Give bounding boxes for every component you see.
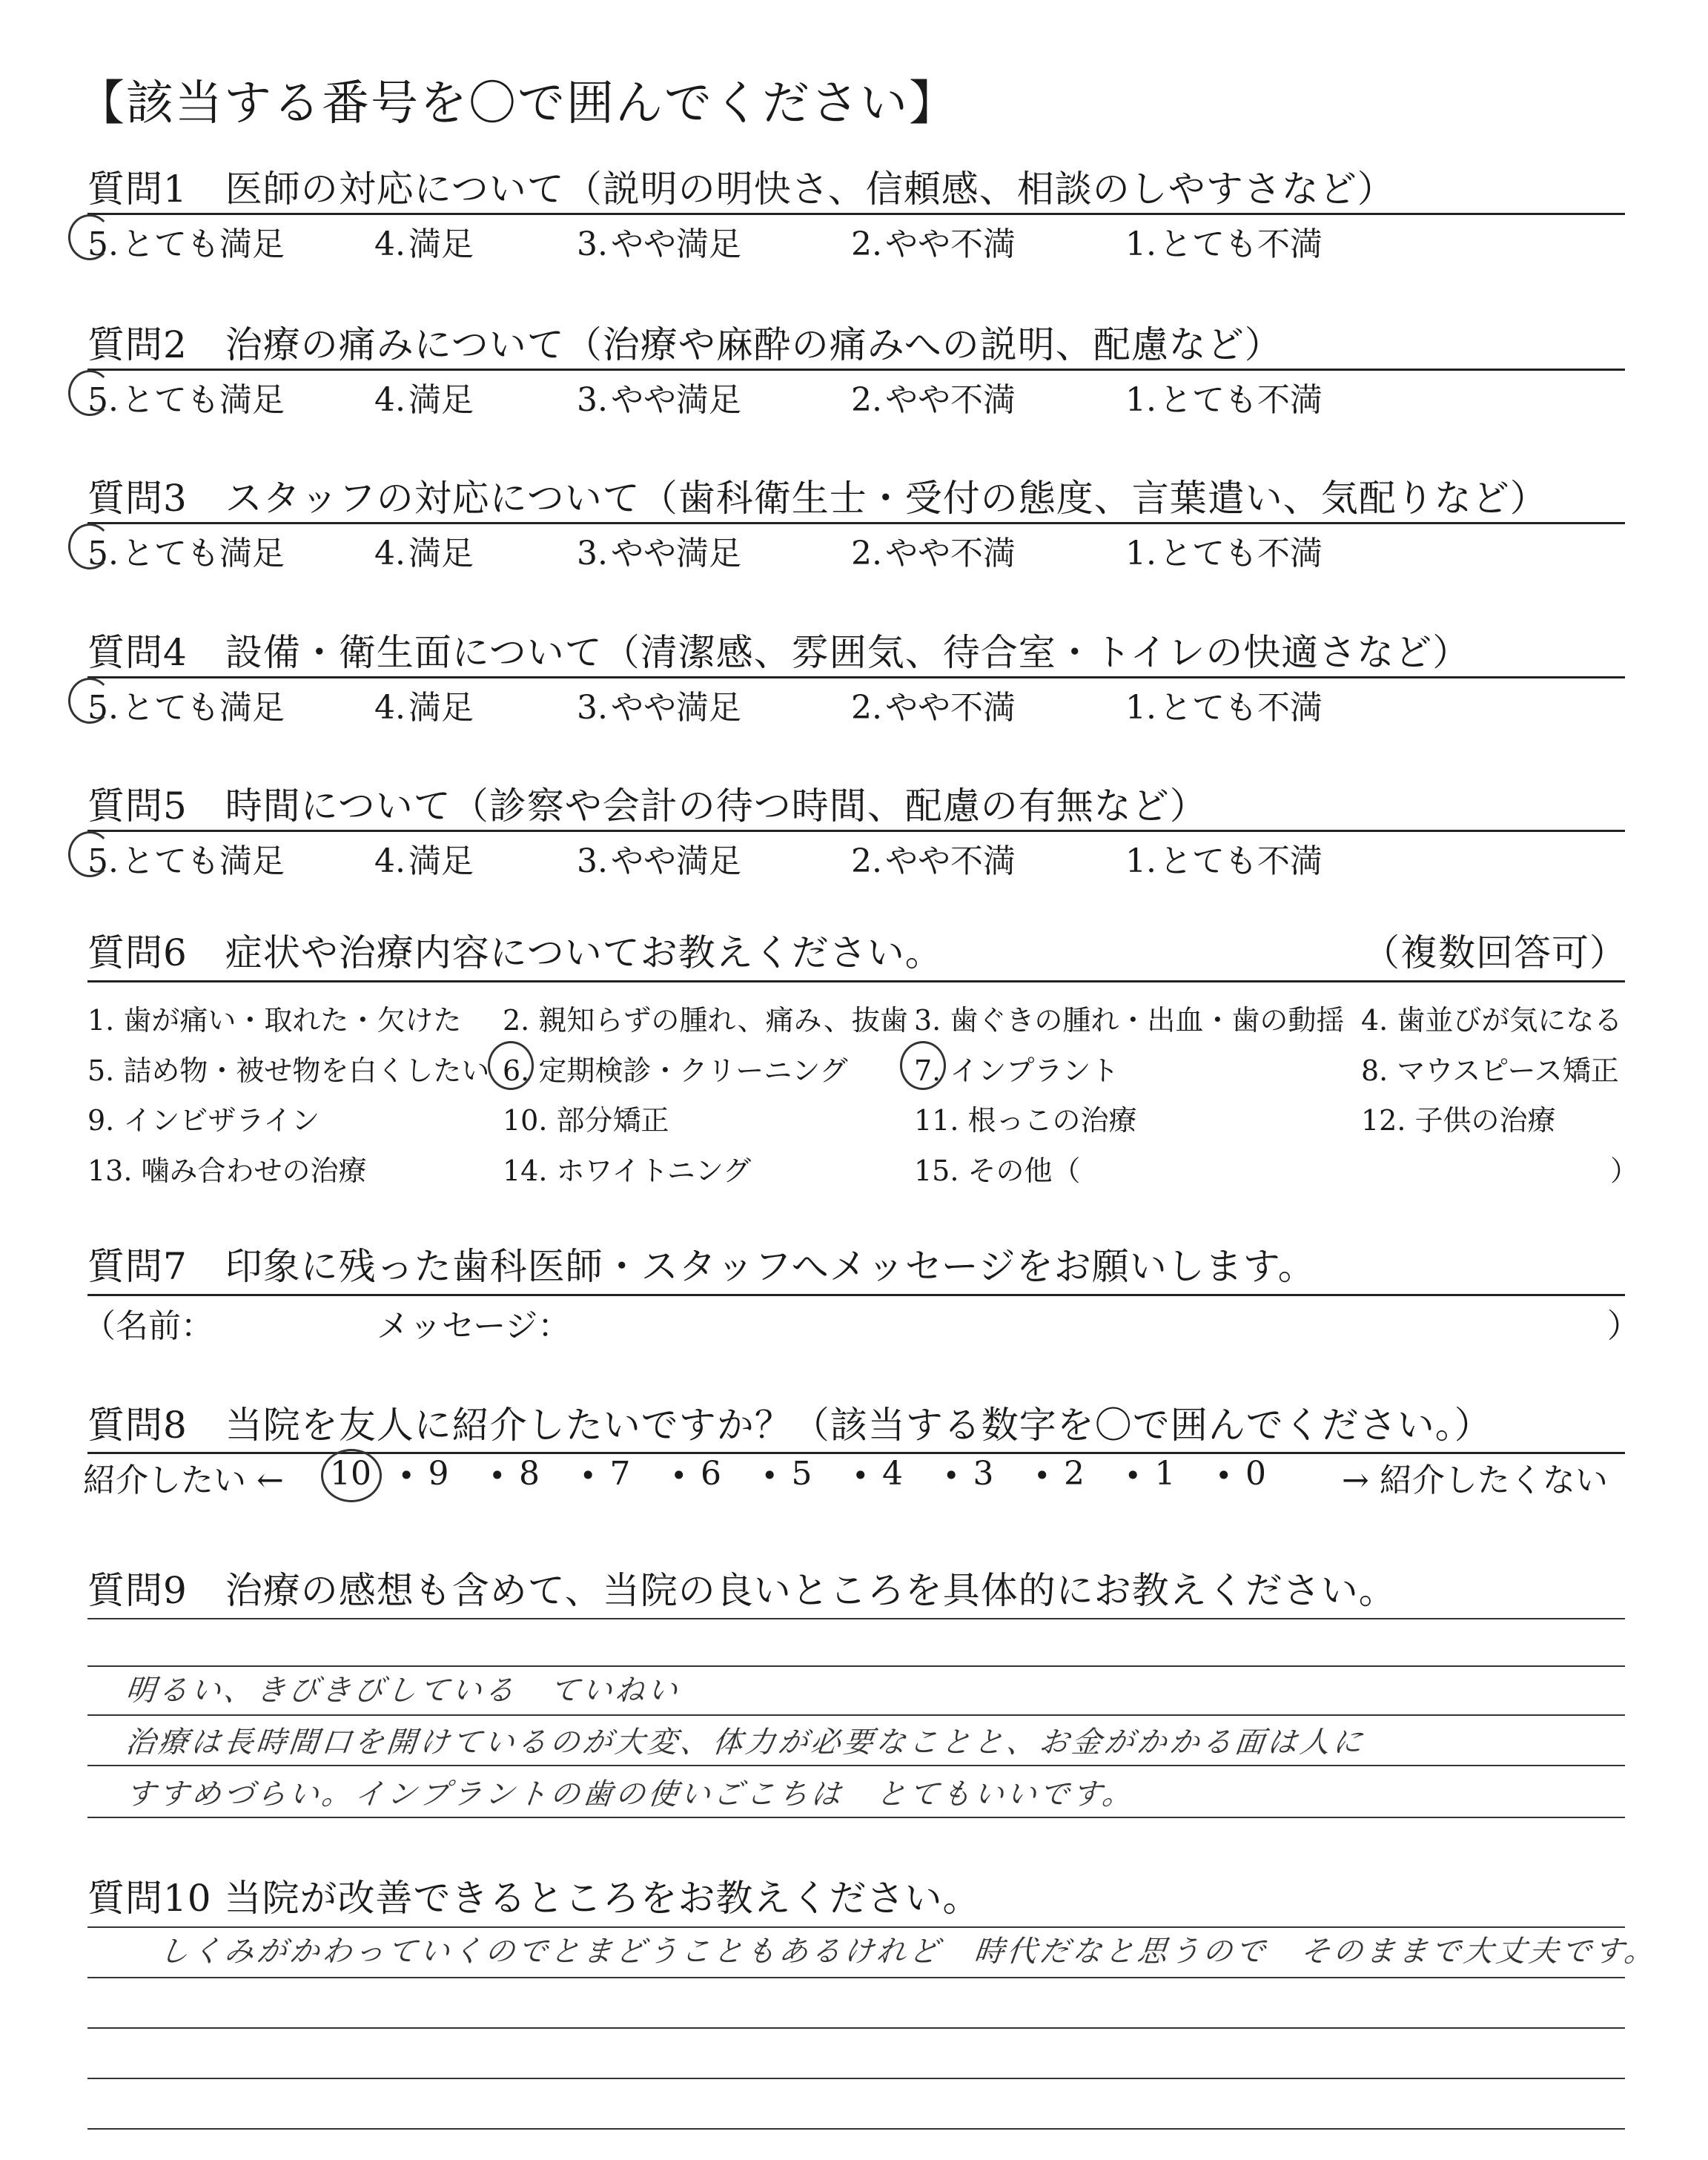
- selection-circle-mark: [68, 524, 111, 569]
- q8-scale-1[interactable]: 1: [1154, 1455, 1176, 1493]
- q8-left-label: 紹介したい ←: [83, 1462, 284, 1499]
- q9-answer-line-1: 明るい、きびきびしている ていねい: [124, 1674, 683, 1708]
- option-text: とても不満: [1159, 535, 1323, 572]
- q2-option-5[interactable]: [87, 373, 285, 420]
- q9-label: 質問9 治療の感想も含めて、当院の良いところを具体的にお教えください。: [87, 1569, 1397, 1612]
- q6-option-7[interactable]: 7. インプラント: [914, 1054, 1119, 1087]
- option-number: 2.: [851, 381, 882, 419]
- selection-circle-mark: [68, 831, 111, 877]
- page-title: 【該当する番号を〇で囲んでください】: [77, 76, 958, 131]
- option-number: 5.: [87, 381, 119, 419]
- q10-rule-4: [87, 2078, 1625, 2079]
- option-text: やや満足: [610, 535, 741, 572]
- q8-scale-2[interactable]: 2: [1064, 1455, 1085, 1493]
- option-text: とても満足: [121, 689, 285, 727]
- option-text: 満足: [408, 225, 474, 263]
- q6-label: 質問6 症状や治療内容についてお教えください。: [87, 931, 943, 974]
- q6-option-10[interactable]: 10. 部分矯正: [503, 1104, 669, 1137]
- q4-option-5[interactable]: [87, 681, 285, 728]
- option-number: 3.: [577, 535, 608, 572]
- q3-option-2[interactable]: [851, 526, 1016, 574]
- q10-rule-2: [87, 1977, 1625, 1978]
- q8-scale-5[interactable]: 5: [791, 1455, 812, 1493]
- q7-rule: [87, 1294, 1625, 1296]
- option-text: やや不満: [884, 535, 1016, 572]
- option-text: 満足: [408, 689, 474, 727]
- q5-label: 質問5 時間について（診察や会計の待つ時間、配慮の有無など）: [87, 785, 1208, 828]
- q6-option-4[interactable]: 4. 歯並びが気になる: [1361, 1004, 1623, 1037]
- q6-option-14[interactable]: 14. ホワイトニング: [503, 1155, 752, 1187]
- q6-option-1[interactable]: 1. 歯が痛い・取れた・欠けた: [87, 1004, 462, 1037]
- q8-scale-3[interactable]: 3: [973, 1455, 994, 1493]
- q3-option-4[interactable]: [374, 526, 474, 574]
- option-text: とても満足: [121, 381, 285, 419]
- option-text: やや不満: [884, 842, 1016, 880]
- q7-close: ）: [1607, 1307, 1640, 1345]
- q4-option-1[interactable]: [1125, 681, 1323, 728]
- option-number: 4.: [374, 381, 406, 419]
- selection-circle-mark: [488, 1041, 534, 1090]
- q6-option-8[interactable]: 8. マウスピース矯正: [1361, 1054, 1619, 1087]
- q6-option-5[interactable]: 5. 詰め物・被せ物を白くしたい: [87, 1054, 490, 1087]
- q1-option-1[interactable]: [1125, 217, 1323, 265]
- q4-option-3[interactable]: [577, 681, 741, 728]
- scale-dot: •: [1215, 1459, 1232, 1492]
- option-text: とても満足: [121, 535, 285, 572]
- selection-circle-mark: [68, 370, 111, 416]
- option-text: とても満足: [121, 842, 285, 880]
- option-text: とても不満: [1159, 842, 1323, 880]
- option-number: 5.: [87, 689, 119, 727]
- option-text: 満足: [408, 842, 474, 880]
- option-number: 1.: [1125, 842, 1156, 880]
- selection-circle-mark: [68, 214, 111, 260]
- q5-rule: [87, 830, 1625, 832]
- scale-dot: •: [1125, 1459, 1142, 1492]
- scale-dot: •: [489, 1459, 506, 1492]
- q6-option-11[interactable]: 11. 根っこの治療: [914, 1104, 1137, 1137]
- q8-scale-0[interactable]: 0: [1245, 1455, 1266, 1493]
- q7-name-label: （名前：: [83, 1307, 214, 1345]
- option-text: とても不満: [1159, 225, 1323, 263]
- scale-dot: •: [670, 1459, 687, 1492]
- q6-option-3[interactable]: 3. 歯ぐきの腫れ・出血・歯の動揺: [914, 1004, 1345, 1037]
- option-number: 4.: [374, 225, 406, 263]
- scale-dot: •: [580, 1459, 597, 1492]
- q8-scale-10[interactable]: 10: [330, 1455, 371, 1493]
- scale-dot: •: [852, 1459, 869, 1492]
- q3-option-5[interactable]: [87, 526, 285, 574]
- q2-option-3[interactable]: [577, 373, 741, 420]
- q8-scale-7[interactable]: 7: [609, 1455, 631, 1493]
- q2-option-4[interactable]: [374, 373, 474, 420]
- q5-option-3[interactable]: [577, 834, 741, 882]
- selection-circle-mark: [321, 1449, 382, 1502]
- option-text: とても不満: [1159, 689, 1323, 727]
- option-number: 5.: [87, 535, 119, 572]
- option-number: 3.: [577, 689, 608, 727]
- q2-rule: [87, 369, 1625, 371]
- option-number: 2.: [851, 225, 882, 263]
- option-number: 5.: [87, 842, 119, 880]
- scale-dot: •: [943, 1459, 960, 1492]
- q7-message-label: メッセージ：: [377, 1307, 571, 1345]
- q5-option-1[interactable]: [1125, 834, 1323, 882]
- option-number: 3.: [577, 225, 608, 263]
- q6-option-15[interactable]: 15. その他（: [914, 1155, 1081, 1187]
- q9-rule-5: [87, 1817, 1625, 1818]
- q1-option-4[interactable]: [374, 217, 474, 265]
- option-text: やや不満: [884, 689, 1016, 727]
- option-number: 5.: [87, 225, 119, 263]
- q9-answer-line-3: すすめづらい。インプラントの歯の使いごこちは とてもいいです。: [124, 1777, 1137, 1811]
- q4-label: 質問4 設備・衛生面について（清潔感、雰囲気、待合室・トイレの快適さなど）: [87, 631, 1471, 674]
- q3-option-1[interactable]: [1125, 526, 1323, 574]
- option-number: 4.: [374, 535, 406, 572]
- option-text: 満足: [408, 381, 474, 419]
- q7-label: 質問7 印象に残った歯科医師・スタッフへメッセージをお願いします。: [87, 1245, 1316, 1288]
- q4-rule: [87, 676, 1625, 678]
- selection-circle-mark: [900, 1041, 946, 1090]
- option-number: 1.: [1125, 535, 1156, 572]
- option-text: やや満足: [610, 689, 741, 727]
- q1-option-3[interactable]: [577, 217, 741, 265]
- q8-label: 質問8 当院を友人に紹介したいですか？（該当する数字を〇で囲んでください。）: [87, 1404, 1492, 1447]
- q1-rule: [87, 213, 1625, 215]
- q8-right-label: → 紹介したくない: [1342, 1462, 1608, 1499]
- selection-circle-mark: [68, 678, 111, 724]
- q9-rule-3: [87, 1714, 1625, 1716]
- option-text: やや満足: [610, 225, 741, 263]
- q10-answer-line-1: しくみがかわっていくのでとまどうこともあるけれど 時代だなと思うので そのままで大丈夫です。: [157, 1935, 1659, 1969]
- option-number: 1.: [1125, 381, 1156, 419]
- option-text: とても不満: [1159, 381, 1323, 419]
- option-number: 4.: [374, 842, 406, 880]
- q10-rule-3: [87, 2027, 1625, 2029]
- q8-scale-9[interactable]: 9: [428, 1455, 449, 1493]
- option-text: やや不満: [884, 225, 1016, 263]
- option-number: 3.: [577, 842, 608, 880]
- q3-label: 質問3 スタッフの対応について（歯科衛生士・受付の態度、言葉遣い、気配りなど）: [87, 477, 1548, 520]
- scale-dot: •: [761, 1459, 778, 1492]
- scale-dot: •: [398, 1459, 415, 1492]
- option-number: 4.: [374, 689, 406, 727]
- q3-rule: [87, 522, 1625, 524]
- q10-rule-5: [87, 2128, 1625, 2130]
- q3-option-3[interactable]: [577, 526, 741, 574]
- q6-rule: [87, 980, 1625, 982]
- q8-scale-6[interactable]: 6: [701, 1455, 721, 1493]
- option-text: とても満足: [121, 225, 285, 263]
- q1-option-5[interactable]: [87, 217, 285, 265]
- option-number: 2.: [851, 535, 882, 572]
- q9-rule-1: [87, 1618, 1625, 1619]
- q5-option-4[interactable]: [374, 834, 474, 882]
- option-text: やや満足: [610, 842, 741, 880]
- q6-note: （複数回答可）: [1363, 931, 1627, 974]
- option-number: 1.: [1125, 225, 1156, 263]
- q9-answer-line-2: 治療は長時間口を開けているのが大変、体力が必要なことと、お金がかかる面は人に: [124, 1725, 1368, 1760]
- option-text: 満足: [408, 535, 474, 572]
- option-number: 1.: [1125, 689, 1156, 727]
- q8-scale-4[interactable]: 4: [882, 1455, 903, 1493]
- option-number: 2.: [851, 842, 882, 880]
- q9-rule-4: [87, 1765, 1625, 1766]
- q1-option-2[interactable]: [851, 217, 1016, 265]
- q6-option-6[interactable]: 6. 定期検診・クリーニング: [503, 1054, 848, 1087]
- option-number: 3.: [577, 381, 608, 419]
- option-number: 2.: [851, 689, 882, 727]
- scale-dot: •: [1033, 1459, 1050, 1492]
- q4-option-2[interactable]: [851, 681, 1016, 728]
- q6-option-9[interactable]: 9. インビザライン: [87, 1104, 320, 1137]
- q2-label: 質問2 治療の痛みについて（治療や麻酔の痛みへの説明、配慮など）: [87, 323, 1282, 366]
- q6-option-12[interactable]: 12. 子供の治療: [1361, 1104, 1556, 1137]
- q6-option-13[interactable]: 13. 噛み合わせの治療: [87, 1155, 367, 1187]
- option-text: やや不満: [884, 381, 1016, 419]
- q2-option-1[interactable]: [1125, 373, 1323, 420]
- q6-option-2[interactable]: 2. 親知らずの腫れ、痛み、抜歯: [503, 1004, 908, 1037]
- q1-label: 質問1 医師の対応について（説明の明快さ、信頼感、相談のしやすさなど）: [87, 168, 1395, 211]
- q6-option-16: ）: [1610, 1155, 1639, 1187]
- q4-option-4[interactable]: [374, 681, 474, 728]
- q10-label: 質問10 当院が改善できるところをお教えください。: [87, 1877, 981, 1920]
- q2-option-2[interactable]: [851, 373, 1016, 420]
- option-text: やや満足: [610, 381, 741, 419]
- q5-option-5[interactable]: [87, 834, 285, 882]
- q8-scale-8[interactable]: 8: [519, 1455, 540, 1493]
- q5-option-2[interactable]: [851, 834, 1016, 882]
